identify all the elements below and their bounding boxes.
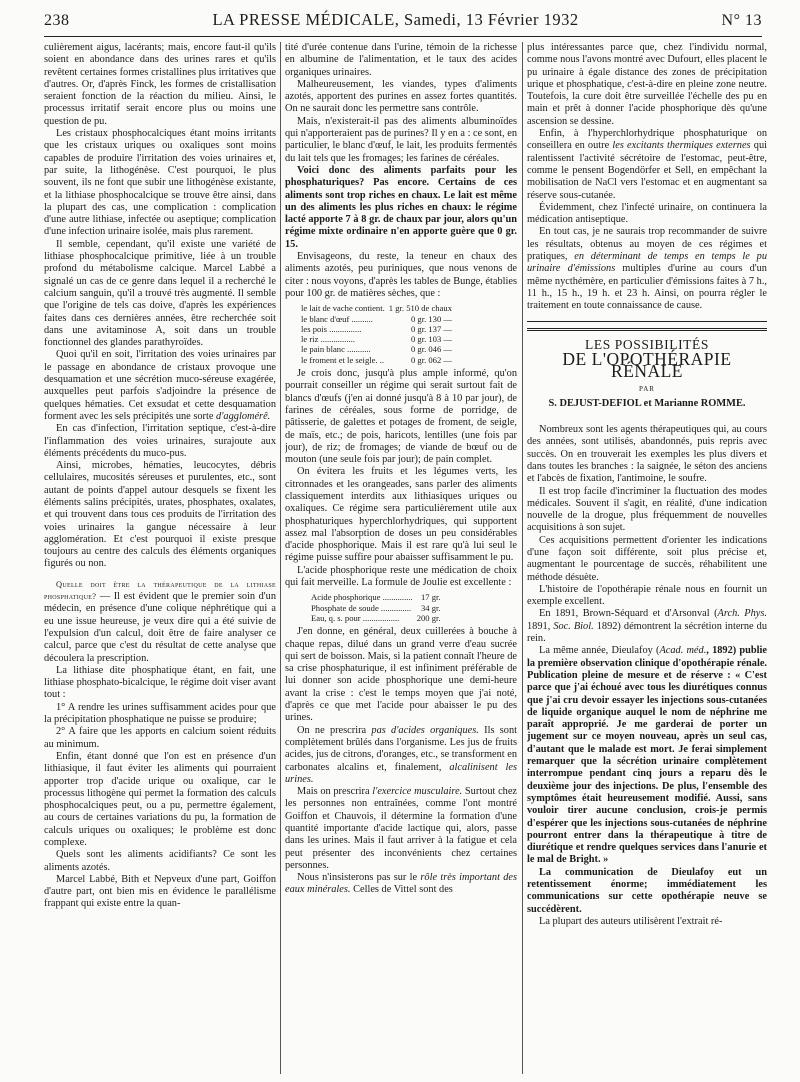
table-value: 0 gr. 137 — — [410, 323, 453, 334]
paragraph: Il est trop facile d'incriminer la fluctuation des modes médicales. Souvent il s'agit, en réalité, d'une indication nouvelle de la drogue, plus fréquemment de nouvelles acquisitions à son sujet. — [527, 485, 767, 534]
table-row — [299, 344, 454, 354]
byline-par: PAR — [639, 385, 655, 394]
text-run: Nous n'insisterons pas sur le — [297, 872, 421, 884]
table-item: le pain blanc ........... — [301, 344, 371, 355]
paragraph: Enfin, étant donné que l'on est en présence d'un lithiasique, il faut éviter les aliments qui pourraient apporter trop d'acide urique ou oxalique, car le processus lithogène qui permet la formation des calculs phosphocalciques peut, ou a pu, permettre également, au cours de certaines variations du pu, la formation de calculs uriques ou oxaliques; le problème est donc complexe. — [44, 750, 276, 848]
table-item: les pois ............... — [301, 323, 362, 334]
paragraph: plus intéressantes parce que, chez l'individu normal, comme nous l'avons montré avec Dufourt, elles placent le pu urinaire à égale distance des zones de précipitation urique et phosphatique, c'est-à-dire en pleine zone neutre. Toutefois, la cure doit être surveillée l'échelle des pu en main et prêt à donner l'acide phosphorique dès qu'une ascension se dessine. — [527, 42, 767, 127]
italic-text: d'agglomérê. — [216, 410, 271, 422]
table-row — [309, 592, 443, 602]
column-1 — [44, 42, 276, 1074]
table-item: Phosphate de soude .............. — [311, 602, 412, 613]
text-run: — Il est évident que le premier soin d'un médecin, en présence d'une colique néphrétique qui a eu une issue heureuse, je veux dire qui a été suivie de l'expulsion d'un calcul, doit être de faire analyser ce calcul, parce que c'est du résultat de cette analyse que découlera la prescription. — [44, 591, 276, 664]
text-run: , 1892) publie la première observation clinique d'opothérapie rénale. Publication pleine de mesure et de réserve : « C'est parce que j'ai échoué avec tous les diurétiques connus que j'ai cru devoir essayer les injections sous-cutanées de liquide organique auquel le nom de néphrine me paraît approprié. Je me garderai de porter un jugement sur ce moyen nouveau, après un seul cas, d'autant que le malade est mort. Je ferai simplement remarquer que la sécrétion urinaire complètement interrompue pendant cinq jours a reparu dès le deuxième jour des injections. De plus, l'ensemble des symptômes était heureusement modifié. Aussi, sans vouloir tirer aucune conclusion, crois-je permis d'espérer que les injections sous-cutanées de néphrine pourront entrer dans la thérapeutique à titre de diurétique et rendre quelques services dans l'anurie et le mal de Bright. » — [527, 645, 767, 866]
text-run: Surtout chez les personnes non entraînées, comme l'ont montré Goiffon et Chauvois, il détermine la formation d'une quantité importante d'acide lactique qui, alors, passe dans les urines. Mais il faut arriver à la fatigue et cela peut présenter des inconvénients chez certaines personnes. — [285, 786, 517, 871]
column-rule-2 — [522, 42, 523, 1074]
table-value: 17 gr. — [420, 592, 441, 603]
paragraph: Marcel Labbé, Bith et Nepveux d'une part, Goiffon d'autre part, ont bien mis en évidence le parallélisme frappant qui existe entre la quan- — [44, 873, 276, 910]
paragraph: Envisageons, du reste, la teneur en chaux des aliments azotés, peu puriniques, que nous venons de citer : nous voyons, d'après les tables de Bunge, établies pour 100 gr. de matières sèches, que : — [285, 251, 517, 299]
paragraph: L'histoire de l'opothérapie rénale nous en fournit un exemple excellent. — [527, 583, 767, 608]
calcium-table — [299, 303, 454, 365]
paragraph: La plupart des auteurs utilisèrent l'extrait ré- — [539, 915, 723, 927]
article-title-line-1: LES POSSIBILITÉS — [585, 336, 709, 352]
table-row — [299, 334, 454, 344]
table-value: 0 gr. 046 — — [410, 344, 453, 355]
paragraph: L'acide phosphorique reste une médication de choix qui fait merveille. La formule de Joulie est excellente : — [285, 564, 517, 589]
section-heading: Quelle doit être la thérapeutique de la lithiase phosphatique? — [44, 579, 276, 602]
text-run: 1892) démontrent la sécrétion interne du rein. — [527, 620, 767, 645]
formula-table — [309, 592, 443, 623]
text-run: Quoi qu'il en soit, l'irritation des voies urinaires par le passage en abondance de cristaux provoque une desquamation et une sécrétion muco-séreuse exagérée, auxquelles peut parfois s'adjoindre la présence de quelques hématies. Cet exsudat et cette desquamation forment avec les sels précipités une sorte — [44, 349, 276, 422]
table-value: 0 gr. 103 — — [410, 334, 453, 345]
text-run: Mais on prescrira — [297, 786, 373, 798]
paragraph — [285, 872, 517, 897]
paragraph — [285, 786, 517, 872]
text-run: Ils sont complètement brûlés dans l'organisme. Les jus de fruits acides, jus de citrons, d'oranges, etc., se transforment en carbonates alcalins et, finalement, — [285, 724, 517, 773]
paragraph — [527, 128, 767, 202]
paragraph: 1° A rendre les urines suffisamment acides pour que la précipitation phosphatique ne puisse se produire; — [44, 701, 276, 726]
paragraph: On évitera les fruits et les légumes verts, les citronnades et les orangeades, sans parler des aliments classiquement interdits aux lithiasiques uriques ou oxaliques. Ce régime sera particulièrement utile aux phosphaturiques hyperchlorhydriques, qui supportent assez mal l'absorption de doses un peu considérables d'acide phosphorique. Mais il est rare qu'à lui seul le régime puisse suffire pour abaisser suffisamment le pu. — [285, 466, 517, 564]
table-item: Acide phosphorique .............. — [311, 592, 413, 603]
table-item: le riz ................ — [301, 334, 355, 345]
paragraph — [285, 725, 517, 786]
column-rule-1 — [280, 42, 281, 1074]
italic-text: en déterminant de temps en temps le pu urinaire d'émissions — [527, 251, 767, 275]
column-3 — [527, 42, 767, 1074]
paragraph: J'en donne, en général, deux cuillerées à bouche à chaque repas, dilué dans un grand verre d'eau sucrée qui sert de boisson. Mais, si la patient connaît l'heure de sa crise phosphaturique, il est infiniment préférable de lui donner son acide phosphorique une demi-heure avant la crise : c'est le temps moyen que j'ai noté, d'après ce que met l'acide pour abaisser le pu des urines. — [285, 626, 517, 724]
paragraph: Il semble, cependant, qu'il existe une variété de lithiase phosphocalcique primitive, liée à un trouble profond du métabolisme calcique. Marcel Labbé a signalé un cas de ce genre dans lequel il a recherché le calcium sanguin, qu'il a trouvé très augmenté. Il semble que l'origine de tels cas doive, d'après les expériences faites dans ces dernières années, être recherchée soit dans une avitaminose A, soit dans un trouble fonctionnel des glandes parathyroïdes. — [44, 238, 276, 349]
table-item: le blanc d'œuf .......... — [301, 313, 373, 324]
table-row — [309, 603, 443, 613]
table-row — [309, 613, 443, 623]
paragraph: Malheureusement, les viandes, types d'aliments azotés, apportent des purines en assez fortes quantités. On ne saurait donc les permettre sans contrôle. — [285, 78, 517, 115]
table-item: le froment et le seigle. .. — [301, 354, 385, 365]
table-value: 0 gr. 130 — — [410, 313, 453, 324]
italic-text: Soc. Biol. — [553, 620, 594, 632]
text-run: qui ralentissent l'activité sécrétoire de l'estomac, peut-être, comme le pensent Bogendörfer et Sell, en empêchant la mobilisation de NaCl vers l'estomac et en augmentant sa réserve sous-cutanée. — [527, 140, 767, 201]
paragraph: Je crois donc, jusqu'à plus ample informé, qu'on pourrait conseiller un régime qui serait surtout fait de blancs d'œufs (j'en ai donné jusqu'à 8 à 10 par jour), de farines de céréales, sous forme de porridge, de pâtisserie, de galettes et potages de froment, de seigle, de maïs, etc.; de pois, haricots, lentilles (une fois par jour), de riz; de fromages; de viande de bœuf ou de mouton (une seule fois par jour); de pain complet. — [285, 368, 517, 466]
paragraph: Mais, n'existerait-il pas des aliments albuminoïdes qui n'apporteraient pas de purines? Il y en a : ce sont, en particulier, le blanc d'œuf, le lait, les produits fermentés du lait tels que les fromages; les farines de céréales. — [285, 115, 517, 164]
article-title-line-2: DE L'OPOTHÉRAPIE RÉNALE — [562, 348, 732, 382]
paragraph: La communication de Dieulafoy eut un retentissement énorme; immédiatement les communications sur cette opothérapie neuve se succédèrent. — [527, 866, 767, 915]
paragraph — [527, 645, 767, 866]
paragraph — [527, 226, 767, 312]
table-item: le lait de vache contient. — [301, 303, 385, 314]
paragraph — [527, 608, 767, 645]
text-run: Celles de Vittel sont des — [350, 884, 453, 896]
text-run: En tout cas, je ne saurais trop recommander de suivre les résultats, obtenus au moyen de ces régimes et pratiques, — [527, 226, 767, 263]
paragraph: La lithiase dite phosphatique étant, en fait, une lithiase phosphato-bicalcique, le régime doit viser avant tout : — [44, 664, 276, 701]
table-row — [299, 324, 454, 334]
text-run: La même année, Dieulafoy ( — [539, 645, 660, 657]
article-divider-double — [527, 328, 767, 331]
table-row — [299, 303, 454, 313]
table-row — [299, 355, 454, 365]
paragraph: Ainsi, microbes, hématies, leucocytes, débris cellulaires, mucosités séreuses et purulentes, etc., sont autant de points d'appel autour desquels se fixent les éléments salins précipités, urates, phosphates, oxalates, et qui trouvent dans tous ces produits de l'irritation des voies urinaires la gangue nécessaire à leur agglomération. Et c'est pourquoi il existe presque toujours au centre des calculs des éléments organiques figurés ou non. — [44, 460, 276, 570]
italic-text: Acad. méd. — [659, 645, 707, 657]
paragraph: Nombreux sont les agents thérapeutiques qui, au cours des années, sont utilisés, abandonnés, puis repris avec succès. On en trouverait les exemples les plus divers et dans toutes les branches : la saignée, le séton des anciens et l'abcès de fixation, l'antimoine, le soufre. — [527, 424, 767, 485]
table-item: Eau, q. s. pour ................. — [311, 612, 400, 623]
paragraph: Voici donc des aliments parfaits pour les phosphaturiques? Pas encore. Certains de ces aliments sont trop riches en chaux. Le lait est même un des aliments les plus riches en chaux: le régime lacté apporte 7 à 8 gr. de chaux par jour, alors qu'un régime mixte ordinaire n'en apporte guère que 0 gr. 15. — [285, 164, 517, 250]
paragraph: Quels sont les aliments acidifiants? Ce sont les aliments azotés. — [44, 849, 276, 873]
text-run: En 1891, Brown-Séquard et d'Arsonval ( — [539, 608, 718, 620]
paragraph: Évidemment, chez l'infecté urinaire, on continuera la médication antiseptique. — [527, 201, 767, 226]
text-run: multiples d'urine au cours d'un même nycthémère, en particulier d'émissions faites à 7 h., 11 h., 15 h., 19 h. et 23 h. Ainsi, on pourra régler le traitement en toute connaissance de cause. — [527, 263, 767, 312]
italic-text: alcalinisent les urines. — [285, 761, 517, 785]
page-header — [44, 10, 762, 37]
table-value: 34 gr. — [420, 602, 441, 613]
table-value: 200 gr. — [416, 612, 441, 623]
paragraph: Ces acquisitions permettent d'orienter les indications d'une façon soit différente, soit plus précise et, augmentant le pourcentage de succès, réhabilitent une méthode désuète. — [527, 534, 767, 583]
article-authors: S. DEJUST-DEFIOL et Marianne ROMME. — [548, 397, 746, 409]
text-run: 1891, — [527, 620, 554, 632]
journal-title-date: LA PRESSE MÉDICALE, Samedi, 13 Février 1932 — [212, 10, 579, 29]
paragraph — [44, 349, 276, 423]
paragraph: 2° A faire que les apports en calcium soient réduits au minimum. — [44, 726, 276, 750]
column-2 — [285, 42, 517, 1074]
paragraph: culièrement aigus, lacérants; mais, encore faut-il qu'ils soient en abondance dans des urines rares et qu'ils revêtent certaines formes cristallines plus irritatives que d'autres. Or, d'après Finck, les formes de cristallisation seraient fonction de la réaction du milieu. Ainsi, le processus irritatif serait encore plus ou moins une question de pu. — [44, 42, 276, 127]
paragraph: En cas d'infection, l'irritation septique, c'est-à-dire l'inflammation des voies urinaires, surajoute aux éléments précédents du muco-pus. — [44, 423, 276, 459]
issue-number: N° 13 — [721, 12, 762, 29]
italic-text: rôle très important des eaux minérales. — [285, 872, 517, 896]
page-number: 238 — [44, 12, 70, 29]
paragraph: Les cristaux phosphocalciques étant moins irritants que les cristaux uriques ou oxaliques sont moins capables de produire l'irritation des voies urinaires et, par suite, la lithogénèse. C'est pourquoi, le plus souvent, ils ne font que subir une lithogénèse existante, et la lithiase phosphocalcique se trouve être ainsi, dans la plupart des cas, une complication : complication d'une autre lithiase, infectée ou aseptique; complication d'une infection urinaire isolée, mais plus rarement. — [44, 128, 276, 238]
text-run: Enfin, à l'hyperchlorhydrique phosphaturique on conseillera en outre — [527, 128, 767, 152]
table-row — [299, 314, 454, 324]
italic-text: Arch. Phys. — [717, 608, 767, 620]
text-run: On ne prescrira — [297, 724, 372, 736]
table-value: 1 gr. 510 de chaux — [388, 303, 453, 314]
italic-text: pas d'acides organiques. — [371, 724, 479, 736]
table-value: 0 gr. 062 — — [410, 354, 453, 365]
section-paragraph — [44, 579, 276, 665]
paragraph: tité d'urée contenue dans l'urine, témoin de la richesse en albumine de l'alimentation, et le taux des acides organiques urinaires. — [285, 42, 517, 78]
italic-text: les excitants thermiques externes — [612, 140, 751, 152]
article-divider — [527, 321, 767, 322]
italic-text: l'exercice musculaire. — [372, 786, 463, 798]
